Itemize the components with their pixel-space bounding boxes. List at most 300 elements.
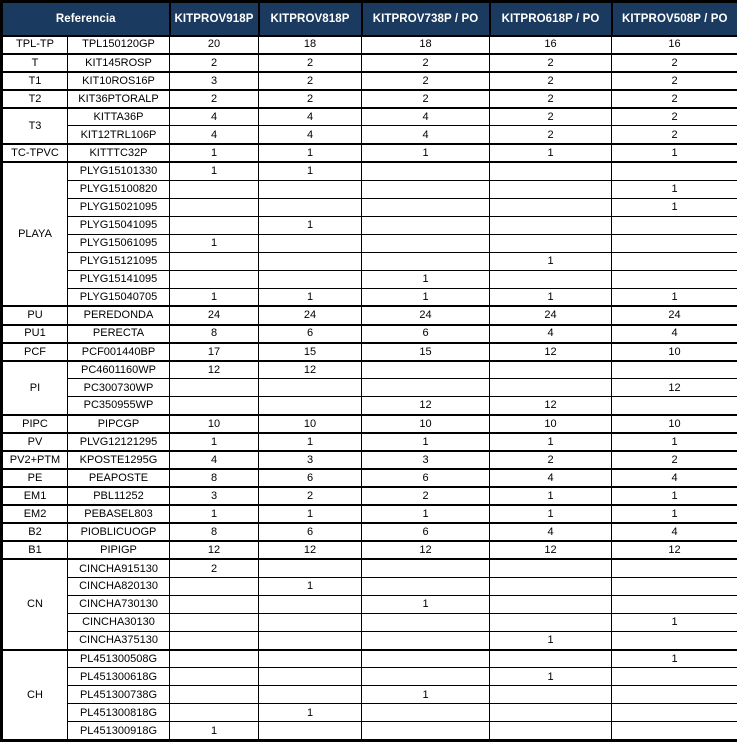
quantity-cell: 10 — [612, 343, 737, 361]
quantity-cell — [362, 559, 490, 577]
quantity-cell — [362, 379, 490, 397]
quantity-cell: 1 — [612, 198, 737, 216]
quantity-cell — [490, 650, 612, 668]
quantity-cell: 1 — [259, 577, 362, 595]
quantity-cell — [612, 270, 737, 288]
quantity-cell: 8 — [170, 469, 259, 487]
quantity-cell — [490, 595, 612, 613]
quantity-cell: 1 — [490, 144, 612, 162]
part-number-cell: CINCHA915130 — [68, 559, 170, 577]
quantity-cell: 2 — [170, 559, 259, 577]
category-cell: PV2+PTM — [2, 451, 68, 469]
quantity-cell — [259, 559, 362, 577]
part-number-cell: KPOSTE1295G — [68, 451, 170, 469]
quantity-cell: 1 — [490, 433, 612, 451]
quantity-cell: 1 — [362, 595, 490, 613]
quantity-cell: 2 — [612, 54, 737, 72]
table-row — [2, 72, 737, 90]
quantity-cell: 12 — [362, 541, 490, 559]
quantity-cell — [259, 686, 362, 704]
quantity-cell — [259, 722, 362, 741]
category-cell: CN — [2, 559, 68, 649]
quantity-cell — [170, 668, 259, 686]
quantity-cell — [612, 668, 737, 686]
quantity-cell — [612, 577, 737, 595]
part-number-cell: PLVG12121295 — [68, 433, 170, 451]
quantity-cell — [612, 595, 737, 613]
quantity-cell — [362, 650, 490, 668]
part-number-cell: PEBASEL803 — [68, 505, 170, 523]
quantity-cell: 6 — [362, 523, 490, 541]
table-row — [2, 306, 737, 324]
part-number-cell: PL451300508G — [68, 650, 170, 668]
quantity-cell — [490, 270, 612, 288]
quantity-cell: 1 — [490, 668, 612, 686]
quantity-cell: 4 — [490, 469, 612, 487]
quantity-cell: 1 — [170, 288, 259, 306]
header-kit-column-1: KITPROV818P — [259, 2, 362, 36]
quantity-cell: 12 — [612, 541, 737, 559]
part-number-cell: PC350955WP — [68, 397, 170, 415]
quantity-cell: 12 — [170, 541, 259, 559]
quantity-cell: 4 — [612, 325, 737, 343]
quantity-cell — [612, 559, 737, 577]
quantity-cell: 4 — [612, 469, 737, 487]
quantity-cell: 2 — [490, 126, 612, 144]
quantity-cell: 2 — [362, 54, 490, 72]
quantity-cell: 1 — [612, 180, 737, 198]
header-kit-column-2: KITPROV738P / PO — [362, 2, 490, 36]
quantity-cell: 12 — [490, 343, 612, 361]
quantity-cell — [170, 595, 259, 613]
quantity-cell: 4 — [612, 523, 737, 541]
quantity-cell: 2 — [170, 54, 259, 72]
part-number-cell: PL451300918G — [68, 722, 170, 741]
part-number-cell: PL451300618G — [68, 668, 170, 686]
table-row — [2, 180, 737, 198]
category-cell: PU — [2, 306, 68, 324]
table-row — [2, 108, 737, 126]
table-row — [2, 614, 737, 632]
quantity-cell — [612, 722, 737, 741]
category-cell: T1 — [2, 72, 68, 90]
header-kit-column-4: KITPROV508P / PO — [612, 2, 737, 36]
quantity-cell — [612, 704, 737, 722]
quantity-cell — [612, 234, 737, 252]
quantity-cell: 16 — [612, 36, 737, 54]
part-number-cell: TPL150120GP — [68, 36, 170, 54]
part-number-cell: PIOBLICUOGP — [68, 523, 170, 541]
quantity-cell — [490, 722, 612, 741]
quantity-cell: 1 — [170, 234, 259, 252]
quantity-cell: 2 — [362, 72, 490, 90]
category-cell: EM1 — [2, 487, 68, 505]
part-number-cell: PIPIGP — [68, 541, 170, 559]
category-cell: T2 — [2, 90, 68, 108]
quantity-cell — [612, 162, 737, 180]
quantity-cell: 12 — [259, 361, 362, 379]
quantity-cell — [362, 252, 490, 270]
quantity-cell: 2 — [170, 90, 259, 108]
quantity-cell — [170, 270, 259, 288]
quantity-cell: 1 — [259, 505, 362, 523]
quantity-cell: 3 — [259, 451, 362, 469]
part-number-cell: PERECTA — [68, 325, 170, 343]
category-cell: TPL-TP — [2, 36, 68, 54]
table-row — [2, 325, 737, 343]
category-cell: B2 — [2, 523, 68, 541]
part-number-cell: KIT36PTORALP — [68, 90, 170, 108]
part-number-cell: PEAPOSTE — [68, 469, 170, 487]
quantity-cell: 1 — [490, 632, 612, 650]
table-row — [2, 90, 737, 108]
quantity-cell — [490, 198, 612, 216]
quantity-cell: 6 — [362, 469, 490, 487]
table-row — [2, 252, 737, 270]
quantity-cell — [259, 198, 362, 216]
quantity-cell — [362, 198, 490, 216]
part-number-cell: PLYG15101330 — [68, 162, 170, 180]
quantity-cell — [259, 180, 362, 198]
quantity-cell: 16 — [490, 36, 612, 54]
quantity-cell: 4 — [259, 126, 362, 144]
quantity-cell — [490, 162, 612, 180]
quantity-cell — [259, 379, 362, 397]
quantity-cell: 12 — [490, 541, 612, 559]
quantity-cell: 4 — [170, 108, 259, 126]
quantity-cell: 2 — [362, 487, 490, 505]
quantity-cell — [170, 632, 259, 650]
part-number-cell: KITTTC32P — [68, 144, 170, 162]
quantity-cell: 12 — [259, 541, 362, 559]
quantity-cell — [612, 216, 737, 234]
category-cell: TC-TPVC — [2, 144, 68, 162]
category-cell: PE — [2, 469, 68, 487]
part-number-cell: PBL11252 — [68, 487, 170, 505]
part-number-cell: PCF001440BP — [68, 343, 170, 361]
table-row — [2, 487, 737, 505]
table-row — [2, 234, 737, 252]
quantity-cell: 2 — [612, 451, 737, 469]
category-cell: B1 — [2, 541, 68, 559]
quantity-cell: 4 — [490, 523, 612, 541]
quantity-cell: 1 — [362, 433, 490, 451]
quantity-cell: 24 — [490, 306, 612, 324]
quantity-cell: 2 — [490, 90, 612, 108]
part-number-cell: PL451300738G — [68, 686, 170, 704]
quantity-cell — [170, 686, 259, 704]
quantity-cell: 1 — [490, 288, 612, 306]
part-number-cell: PL451300818G — [68, 704, 170, 722]
quantity-cell: 1 — [362, 686, 490, 704]
quantity-cell — [170, 198, 259, 216]
category-cell: PCF — [2, 343, 68, 361]
quantity-cell — [490, 180, 612, 198]
quantity-cell: 1 — [490, 487, 612, 505]
quantity-cell — [170, 397, 259, 415]
quantity-cell — [612, 252, 737, 270]
table-row — [2, 361, 737, 379]
quantity-cell: 24 — [362, 306, 490, 324]
part-number-cell: CINCHA730130 — [68, 595, 170, 613]
quantity-cell: 1 — [612, 288, 737, 306]
quantity-cell — [362, 234, 490, 252]
quantity-cell — [362, 162, 490, 180]
quantity-cell: 18 — [259, 36, 362, 54]
quantity-cell: 4 — [259, 108, 362, 126]
quantity-cell: 1 — [259, 433, 362, 451]
quantity-cell: 8 — [170, 325, 259, 343]
quantity-cell: 1 — [170, 505, 259, 523]
quantity-cell — [170, 704, 259, 722]
quantity-cell — [612, 632, 737, 650]
quantity-cell — [170, 650, 259, 668]
table-row — [2, 379, 737, 397]
quantity-cell — [259, 650, 362, 668]
part-number-cell: KITTA36P — [68, 108, 170, 126]
quantity-cell — [259, 668, 362, 686]
quantity-cell: 1 — [612, 505, 737, 523]
table-row — [2, 650, 737, 668]
quantity-cell: 1 — [259, 704, 362, 722]
quantity-cell — [362, 722, 490, 741]
quantity-cell: 2 — [490, 54, 612, 72]
part-number-cell: PLYG15100820 — [68, 180, 170, 198]
quantity-cell: 6 — [259, 523, 362, 541]
part-number-cell: CINCHA30130 — [68, 614, 170, 632]
table-row — [2, 216, 737, 234]
header-kit-column-0: KITPROV918P — [170, 2, 259, 36]
quantity-cell: 2 — [259, 54, 362, 72]
quantity-cell: 2 — [612, 126, 737, 144]
table-row — [2, 397, 737, 415]
quantity-cell: 2 — [612, 90, 737, 108]
quantity-cell — [259, 595, 362, 613]
quantity-cell: 10 — [490, 415, 612, 433]
part-number-cell: CINCHA375130 — [68, 632, 170, 650]
quantity-cell — [362, 361, 490, 379]
quantity-cell: 1 — [612, 650, 737, 668]
quantity-cell: 1 — [362, 288, 490, 306]
table-row — [2, 270, 737, 288]
quantity-cell: 2 — [259, 487, 362, 505]
quantity-cell — [612, 397, 737, 415]
quantity-cell: 4 — [170, 451, 259, 469]
quantity-cell: 1 — [259, 216, 362, 234]
quantity-cell: 1 — [170, 433, 259, 451]
quantity-cell — [362, 180, 490, 198]
part-number-cell: PLYG15040705 — [68, 288, 170, 306]
table-row — [2, 343, 737, 361]
quantity-cell: 18 — [362, 36, 490, 54]
quantity-cell: 1 — [170, 144, 259, 162]
quantity-cell: 2 — [362, 90, 490, 108]
quantity-cell: 1 — [170, 722, 259, 741]
table-row — [2, 505, 737, 523]
table-row — [2, 704, 737, 722]
part-number-cell: PLYG15061095 — [68, 234, 170, 252]
part-number-cell: CINCHA820130 — [68, 577, 170, 595]
quantity-cell: 1 — [490, 252, 612, 270]
table-row — [2, 162, 737, 180]
quantity-cell — [362, 704, 490, 722]
part-number-cell: PIPCGP — [68, 415, 170, 433]
quantity-cell: 4 — [362, 108, 490, 126]
quantity-cell: 10 — [259, 415, 362, 433]
quantity-cell: 1 — [612, 487, 737, 505]
quantity-cell: 1 — [612, 433, 737, 451]
quantity-cell — [362, 216, 490, 234]
quantity-cell — [170, 577, 259, 595]
part-number-cell: PC4601160WP — [68, 361, 170, 379]
header-row — [2, 2, 737, 36]
quantity-cell: 20 — [170, 36, 259, 54]
quantity-cell — [612, 686, 737, 704]
part-number-cell: PLYG15021095 — [68, 198, 170, 216]
table-row — [2, 433, 737, 451]
table-row — [2, 415, 737, 433]
quantity-cell — [259, 632, 362, 650]
quantity-cell: 2 — [490, 108, 612, 126]
quantity-cell: 15 — [259, 343, 362, 361]
quantity-cell: 17 — [170, 343, 259, 361]
header-referencia: Referencia — [2, 2, 170, 36]
quantity-cell: 24 — [612, 306, 737, 324]
quantity-cell — [259, 397, 362, 415]
part-number-cell: PC300730WP — [68, 379, 170, 397]
quantity-cell — [612, 361, 737, 379]
quantity-cell — [170, 180, 259, 198]
quantity-cell: 1 — [259, 162, 362, 180]
quantity-cell — [490, 704, 612, 722]
quantity-cell: 2 — [490, 451, 612, 469]
quantity-cell: 2 — [490, 72, 612, 90]
quantity-cell: 1 — [612, 144, 737, 162]
table-row — [2, 469, 737, 487]
quantity-cell: 2 — [259, 72, 362, 90]
part-number-cell: KIT145ROSP — [68, 54, 170, 72]
category-cell: PIPC — [2, 415, 68, 433]
table-row — [2, 668, 737, 686]
quantity-cell: 24 — [170, 306, 259, 324]
quantity-cell: 12 — [490, 397, 612, 415]
quantity-cell — [170, 216, 259, 234]
part-number-cell: PLYG15121095 — [68, 252, 170, 270]
quantity-cell — [490, 361, 612, 379]
quantity-cell — [259, 252, 362, 270]
quantity-cell: 1 — [612, 614, 737, 632]
category-cell: PU1 — [2, 325, 68, 343]
quantity-cell: 3 — [170, 72, 259, 90]
quantity-cell — [170, 614, 259, 632]
table-row — [2, 36, 737, 54]
category-cell: EM2 — [2, 505, 68, 523]
quantity-cell: 1 — [362, 270, 490, 288]
table-row — [2, 198, 737, 216]
category-cell: T — [2, 54, 68, 72]
quantity-cell: 2 — [612, 72, 737, 90]
table-row — [2, 523, 737, 541]
table-row — [2, 541, 737, 559]
quantity-cell: 4 — [490, 325, 612, 343]
table-row — [2, 288, 737, 306]
table-row — [2, 577, 737, 595]
quantity-cell — [490, 686, 612, 704]
table-row — [2, 144, 737, 162]
quantity-cell: 10 — [170, 415, 259, 433]
quantity-cell — [362, 614, 490, 632]
quantity-cell: 4 — [362, 126, 490, 144]
category-cell: PV — [2, 433, 68, 451]
category-cell: PLAYA — [2, 162, 68, 307]
part-number-cell: KIT12TRL106P — [68, 126, 170, 144]
table-row — [2, 595, 737, 613]
quantity-cell — [490, 559, 612, 577]
quantity-cell — [362, 668, 490, 686]
quantity-cell — [362, 577, 490, 595]
quantity-cell: 6 — [362, 325, 490, 343]
quantity-cell — [490, 577, 612, 595]
category-cell: T3 — [2, 108, 68, 144]
table-row — [2, 722, 737, 741]
table-row — [2, 686, 737, 704]
quantity-cell: 1 — [259, 144, 362, 162]
part-number-cell: PEREDONDA — [68, 306, 170, 324]
table-row — [2, 451, 737, 469]
quantity-cell: 2 — [259, 90, 362, 108]
category-cell: CH — [2, 650, 68, 741]
quantity-cell: 3 — [170, 487, 259, 505]
quantity-cell — [490, 379, 612, 397]
quantity-cell — [490, 234, 612, 252]
quantity-cell — [170, 379, 259, 397]
part-number-cell: KIT10ROS16P — [68, 72, 170, 90]
quantity-cell — [490, 216, 612, 234]
quantity-cell: 10 — [612, 415, 737, 433]
part-number-cell: PLYG15141095 — [68, 270, 170, 288]
quantity-cell — [170, 252, 259, 270]
quantity-cell: 12 — [170, 361, 259, 379]
quantity-cell: 15 — [362, 343, 490, 361]
quantity-cell: 12 — [612, 379, 737, 397]
table-row — [2, 559, 737, 577]
quantity-cell: 1 — [259, 288, 362, 306]
quantity-cell: 1 — [170, 162, 259, 180]
quantity-cell — [362, 632, 490, 650]
quantity-cell: 12 — [362, 397, 490, 415]
quantity-cell: 2 — [612, 108, 737, 126]
part-number-cell: PLYG15041095 — [68, 216, 170, 234]
table-row — [2, 632, 737, 650]
quantity-cell — [490, 614, 612, 632]
header-kit-column-3: KITPRO618P / PO — [490, 2, 612, 36]
quantity-cell — [259, 270, 362, 288]
quantity-cell: 24 — [259, 306, 362, 324]
table-row — [2, 54, 737, 72]
quantity-cell: 10 — [362, 415, 490, 433]
quantity-cell: 6 — [259, 325, 362, 343]
quantity-cell: 1 — [362, 144, 490, 162]
table-row — [2, 126, 737, 144]
category-cell: PI — [2, 361, 68, 415]
quantity-cell: 1 — [362, 505, 490, 523]
quantity-cell — [259, 614, 362, 632]
quantity-cell: 3 — [362, 451, 490, 469]
quantity-cell: 6 — [259, 469, 362, 487]
quantity-cell — [259, 234, 362, 252]
quantity-cell: 1 — [490, 505, 612, 523]
quantity-cell: 4 — [170, 126, 259, 144]
